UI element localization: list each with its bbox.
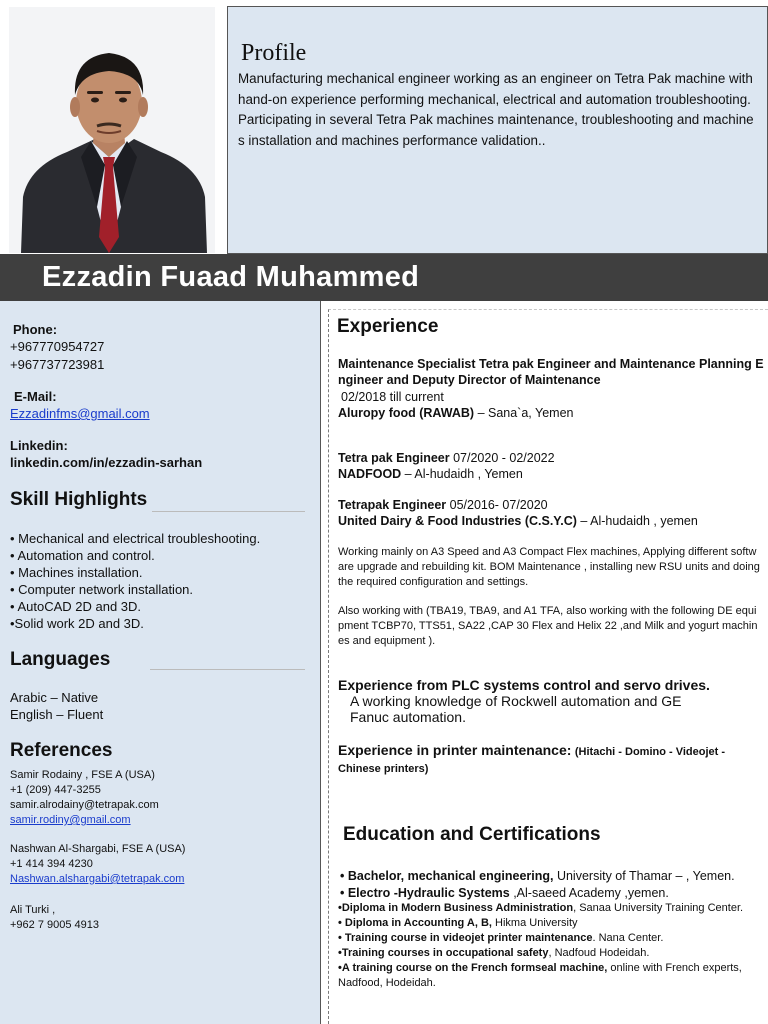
reference-name: Ali Turki , xyxy=(10,904,56,916)
linkedin-label: Linkedin: xyxy=(10,438,68,453)
profile-photo-cell xyxy=(9,7,215,253)
reference-3 xyxy=(10,903,99,933)
list-item: • AutoCAD 2D and 3D. xyxy=(10,599,142,614)
printer-brands: (Hitachi - Domino - Videojet - Chinese printers) xyxy=(338,746,726,776)
education-item: • Electro -Hydraulic Systems ,Al-saeed Academy ,yemen. xyxy=(340,885,669,900)
reference-name: Samir Rodainy , FSE A (USA) xyxy=(10,769,155,781)
skills-list xyxy=(10,530,260,632)
job-3 xyxy=(338,497,766,530)
left-sidebar xyxy=(0,301,321,1024)
plc-description: A working knowledge of Rockwell automation and GE Fanuc automation. xyxy=(350,693,682,725)
job-dates: 05/2016- 07/2020 xyxy=(446,498,548,512)
job-3-description-1: Working mainly on A3 Speed and A3 Compact Flex machines, Applying different software upgrade and rebuilding kit. BOM Maintenance , installing new RSU units and doing the required configuration and settings. xyxy=(338,546,760,588)
languages-divider xyxy=(150,669,305,670)
list-item: • Automation and control. xyxy=(10,548,155,563)
name-banner xyxy=(0,254,768,301)
skills-heading: Skill Highlights xyxy=(10,489,148,510)
job-2 xyxy=(338,450,766,483)
skills-divider xyxy=(152,511,305,512)
education-item: •Training courses in occupational safety, Nadfoud Hodeidah. xyxy=(338,947,650,959)
languages-heading: Languages xyxy=(10,649,111,670)
job-company: United Dairy & Food Industries (C.S.Y.C) xyxy=(338,514,577,529)
plc-experience xyxy=(338,677,766,725)
email-link[interactable]: Ezzadinfms@gmail.com xyxy=(10,406,150,421)
job-1 xyxy=(338,356,766,421)
education-item: • Bachelor, mechanical engineering, University of Thamar – , Yemen. xyxy=(340,869,735,883)
profile-section xyxy=(227,6,768,254)
experience-heading: Experience xyxy=(337,316,439,337)
list-item: English – Fluent xyxy=(10,707,104,722)
job-dates: 02/2018 till current xyxy=(341,389,444,404)
education-heading: Education and Certifications xyxy=(343,824,601,845)
job-location: – Sana`a, Yemen xyxy=(474,405,574,420)
job-title: Tetrapak Engineer xyxy=(338,498,447,512)
education-list xyxy=(338,868,766,991)
list-item: •Solid work 2D and 3D. xyxy=(10,616,144,631)
phone-number-2: +967737723981 xyxy=(10,357,105,372)
job-employer xyxy=(338,405,766,421)
job-title: Tetra pak Engineer xyxy=(338,451,450,465)
education-item: • Training course in videojet printer maintenance. Nana Center. xyxy=(338,932,664,944)
profile-summary: Manufacturing mechanical engineer working as an engineer on Tetra Pak machine with hand-on experience performing mechanical, electrical and automation troubleshooting. Participating in several Tetra Pak machines maintenance, troubleshooting and machines installation and machines performance validation.. xyxy=(238,71,754,148)
reference-email-link[interactable]: samir.rodiny@gmail.com xyxy=(10,814,131,826)
languages-list xyxy=(10,689,103,723)
list-item: • Computer network installation. xyxy=(10,582,194,597)
job-3-description-2: Also working with (TBA19, TBA9, and A1 TFA, also working with the following DE equipment TCBP70, TTS51, SA22 ,CAP 30 Flex and Helix 22 ,and Milk and yogurt machines and equipment ). xyxy=(338,605,758,647)
list-item: • Machines installation. xyxy=(10,565,143,580)
person-name: Ezzadin Fuaad Muhammed xyxy=(42,261,420,293)
email-label: E-Mail: xyxy=(14,389,57,404)
job-location: – Al-hudaidh , yemen xyxy=(576,514,698,529)
job-dates: 07/2020 - 02/2022 xyxy=(449,451,555,465)
reference-name: Nashwan Al-Shargabi, FSE A (USA) xyxy=(10,843,186,855)
job-title: Maintenance Specialist Tetra pak Engineer and Maintenance Planning Engineer and Deputy Director of Maintenance xyxy=(338,357,764,388)
profile-heading: Profile xyxy=(241,40,307,66)
reference-email: samir.alrodainy@tetrapak.com xyxy=(10,799,159,811)
education-item: •A training course on the French formseal machine, online with French experts, Nadfood, Hodeidah. xyxy=(338,962,742,989)
phone-label: Phone: xyxy=(13,322,58,337)
education-item: •Diploma in Modern Business Administration, Sanaa University Training Center. xyxy=(338,902,744,914)
profile-photo xyxy=(9,7,215,253)
job-company: Aluropy food (RAWAB) xyxy=(338,405,475,420)
plc-heading: Experience from PLC systems control and servo drives. xyxy=(338,677,710,693)
job-location: – Al-hudaidh , Yemen xyxy=(401,467,523,482)
reference-email-link[interactable]: Nashwan.alshargabi@tetrapak.com xyxy=(10,873,185,885)
reference-1 xyxy=(10,768,159,828)
reference-phone: +1 414 394 4230 xyxy=(10,858,93,870)
reference-phone: +1 (209) 447-3255 xyxy=(10,784,101,796)
reference-2 xyxy=(10,842,185,887)
job-company: NADFOOD xyxy=(338,467,402,482)
reference-phone: +962 7 9005 4913 xyxy=(10,919,100,931)
printer-heading: Experience in printer maintenance: xyxy=(338,742,572,758)
education-item: • Diploma in Accounting A, B, Hikma University xyxy=(338,917,578,929)
printer-experience xyxy=(338,742,762,778)
phone-number-1: +967770954727 xyxy=(10,339,105,354)
linkedin-url[interactable]: linkedin.com/in/ezzadin-sarhan xyxy=(10,455,203,470)
references-heading: References xyxy=(10,740,113,761)
list-item: Arabic – Native xyxy=(10,690,99,705)
list-item: • Mechanical and electrical troubleshooting. xyxy=(10,531,261,546)
main-content xyxy=(328,309,768,1024)
